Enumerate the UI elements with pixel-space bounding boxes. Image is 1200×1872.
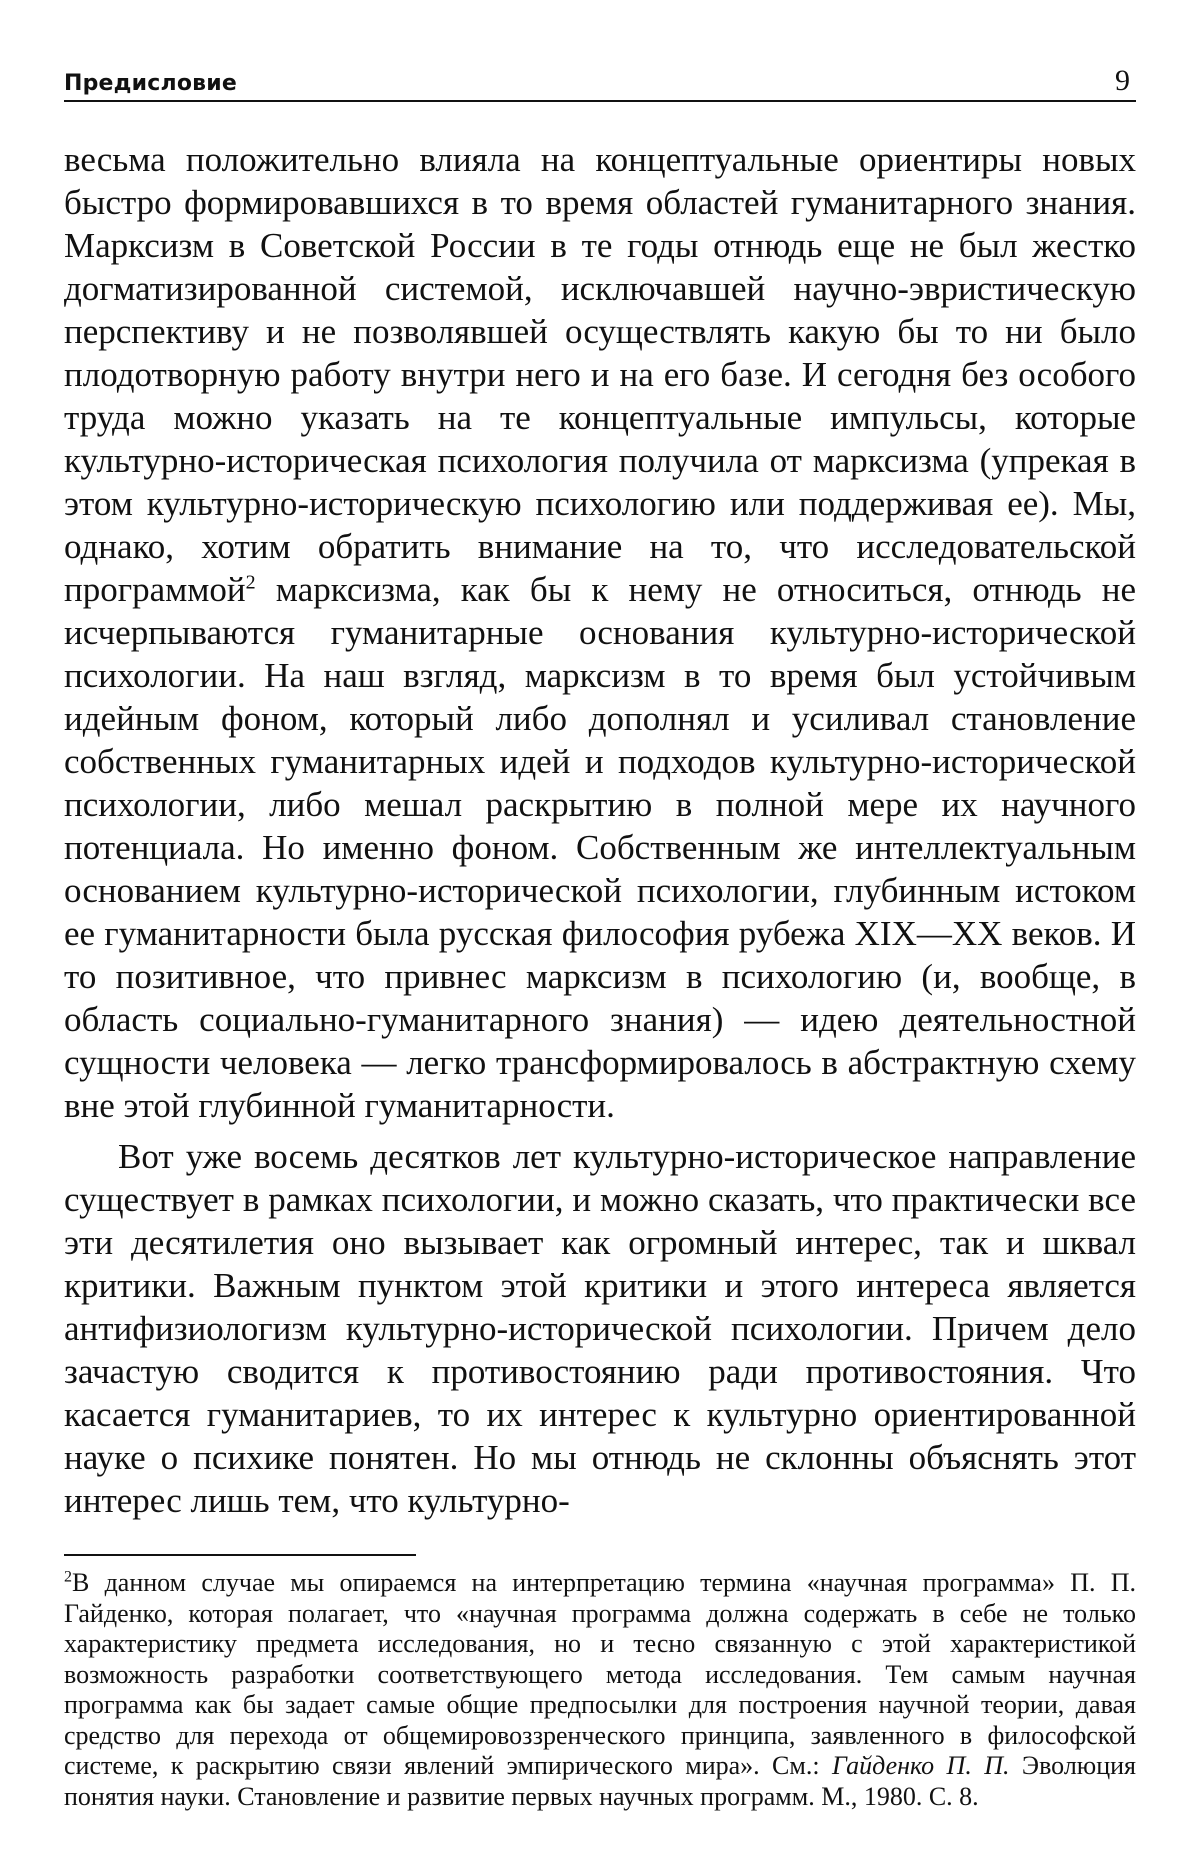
footnote-divider <box>64 1554 416 1556</box>
footnote-reference: 2 <box>245 571 256 594</box>
book-page <box>64 48 1136 1812</box>
paragraph-1-text-a: весьма положительно влияла на концептуальные ориентиры новых быстро формировавшихся в то время областей гуманитарного знания. Марксизм в Советской России в те годы отнюдь еще не был жестко догматизированной системой, исключавшей научно-эвристическую перспективу и не позволявшей осуществлять какую бы то ни было плодотворную работу внутри него и на его базе. И сегодня без особого труда можно указать на те концептуальные импульсы, которые культурно-историческая психология получила от марксизма (упрекая в этом культурно-историческую психологию или поддерживая ее). Мы, однако, хотим обратить внимание на то, что исследовательской программой <box>64 140 1136 609</box>
main-text <box>64 138 1136 1522</box>
running-head <box>64 48 1136 102</box>
chapter-title: Предисловие <box>64 71 237 96</box>
footnote <box>64 1568 1136 1812</box>
paragraph-1 <box>64 138 1136 1127</box>
footnote-text-b: Эволюция понятия науки. Становление и развитие первых научных программ. М., 1980. С. 8. <box>64 1751 1137 1811</box>
footnote-marker: 2 <box>64 1568 72 1586</box>
footnote-cited-author: Гайденко П. П. <box>831 1751 1010 1780</box>
paragraph-2: Вот уже восемь десятков лет культурно-историческое направление существует в рамках психологии, и можно сказать, что практически все эти десятилетия оно вызывает как огромный интерес, так и шквал критики. Важным пунктом этой критики и этого интереса является антифизиологизм культурно-исторической психологии. Причем дело зачастую сводится к противостоянию ради противостояния. Что касается гуманитариев, то их интерес к культурно ориентированной науке о психике понятен. Но мы отнюдь не склонны объяснять этот интерес лишь тем, что культурно- <box>64 1137 1136 1520</box>
footnote-text-a: В данном случае мы опираемся на интерпретацию термина «научная программа» П. П. Гайденко, которая полагает, что «научная программа должна содержать в себе не только характеристику предмета исследования, но и тесно связанную с этой характеристикой возможность разработки соответствующего метода исследования. Тем самым научная программа как бы задает самые общие предпосылки для построения научной теории, давая средство для перехода от общемировоззренческого принципа, заявленного в философской системе, к раскрытию связи явлений эмпирического мира». См.: <box>64 1568 1136 1780</box>
paragraph-1-text-b: марксизма, как бы к нему не относиться, отнюдь не исчерпываются гуманитарные основания культурно-исторической психологии. На наш взгляд, марксизм в то время был устойчивым идейным фоном, который либо дополнял и усиливал становление собственных гуманитарных идей и подходов культурно-исторической психологии, либо мешал раскрытию в полной мере их научного потенциала. Но именно фоном. Собственным же интеллектуальным основанием культурно-исторической психологии, глубинным истоком ее гуманитарности была русская философия рубежа XIX—XX веков. И то позитивное, что привнес марксизм в психологию (и, вообще, в область социально-гуманитарного знания) — идею деятельностной сущности человека — легко трансформировалось в абстрактную схему вне этой глубинной гуманитарности. <box>64 570 1136 1125</box>
page-number: 9 <box>1115 64 1130 97</box>
